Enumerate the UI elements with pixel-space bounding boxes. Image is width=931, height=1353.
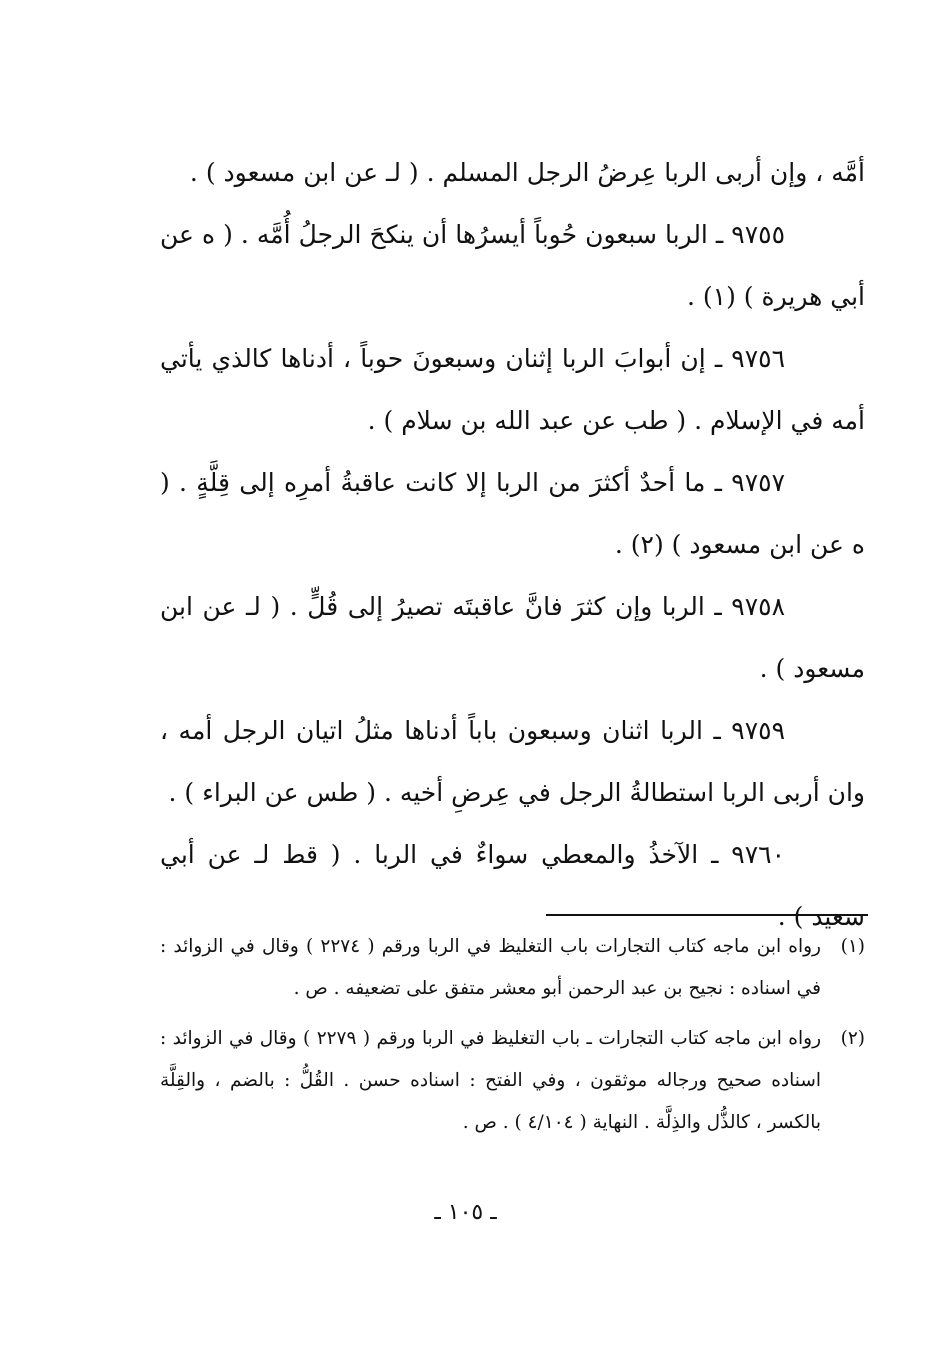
page-number: ـ ١٠٥ ـ [434, 1200, 497, 1225]
hadith-9757: ٩٧٥٧ ـ ما أحدٌ أكثرَ من الربا إلا كانت عاقبةُ أمرِه إلى قِلَّةٍ . ( ه عن ابن مسعود ) (٢) . [160, 468, 865, 559]
hadith-9760: ٩٧٦٠ ـ الآخذُ والمعطي سواءٌ في الربا . ( قط لـ عن أبي سعيد ) . [160, 840, 865, 931]
continued-paragraph: أمَّه ، وإن أربى الربا عِرضُ الرجل المسلم . ( لـ عن ابن مسعود ) . [189, 158, 865, 187]
footnote-text: رواه ابن ماجه كتاب التجارات باب التغليظ في الربا ورقم ( ٢٢٧٤ ) وقال في الزوائد : في اسناده : نجيح بن عبد الرحمن أبو معشر متفق على تضعيفه . ص . [160, 936, 821, 999]
footnote-text: رواه ابن ماجه كتاب التجارات ـ باب التغليظ في الربا ورقم ( ٢٢٧٩ ) وقال في الزوائد : اسناده صحيح ورجاله موثقون ، وفي الفتح : اسناده حسن . القُلُّ : بالضم ، والقِلَّة بالكسر ، كالذُّل والذِلَّة . النهاية ( ٤/١٠٤ ) . ص . [160, 1028, 822, 1133]
hadith-9758: ٩٧٥٨ ـ الربا وإن كثرَ فانَّ عاقبتَه تصيرُ إلى قُلٍّ . ( لـ عن ابن مسعود ) . [160, 592, 865, 683]
footnote-2 [160, 1018, 865, 1144]
hadith-9756: ٩٧٥٦ ـ إن أبوابَ الربا إثنان وسبعونَ حوباً ، أدناها كالذي يأتي أمه في الإسلام . ( طب عن عبد الله بن سلام ) . [160, 344, 865, 435]
hadith-9759: ٩٧٥٩ ـ الربا اثنان وسبعون باباً أدناها مثلُ اتيان الرجل أمه ، وان أربى الربا استطالةُ الرجل في عِرضِ أخيه . ( طس عن البراء ) . [160, 716, 865, 807]
footnote-number: (٢) [840, 1028, 865, 1049]
footnote-divider [546, 914, 868, 916]
footnote-1 [160, 926, 865, 1010]
footnote-number: (١) [840, 936, 865, 957]
hadith-9755: ٩٧٥٥ ـ الربا سبعون حُوباً أيسرُها أن ينكحَ الرجلُ أُمَّه . ( ه عن أبي هريرة ) (١) . [160, 220, 865, 311]
footnotes-block [160, 926, 865, 1152]
hadith-text-block [160, 142, 865, 948]
